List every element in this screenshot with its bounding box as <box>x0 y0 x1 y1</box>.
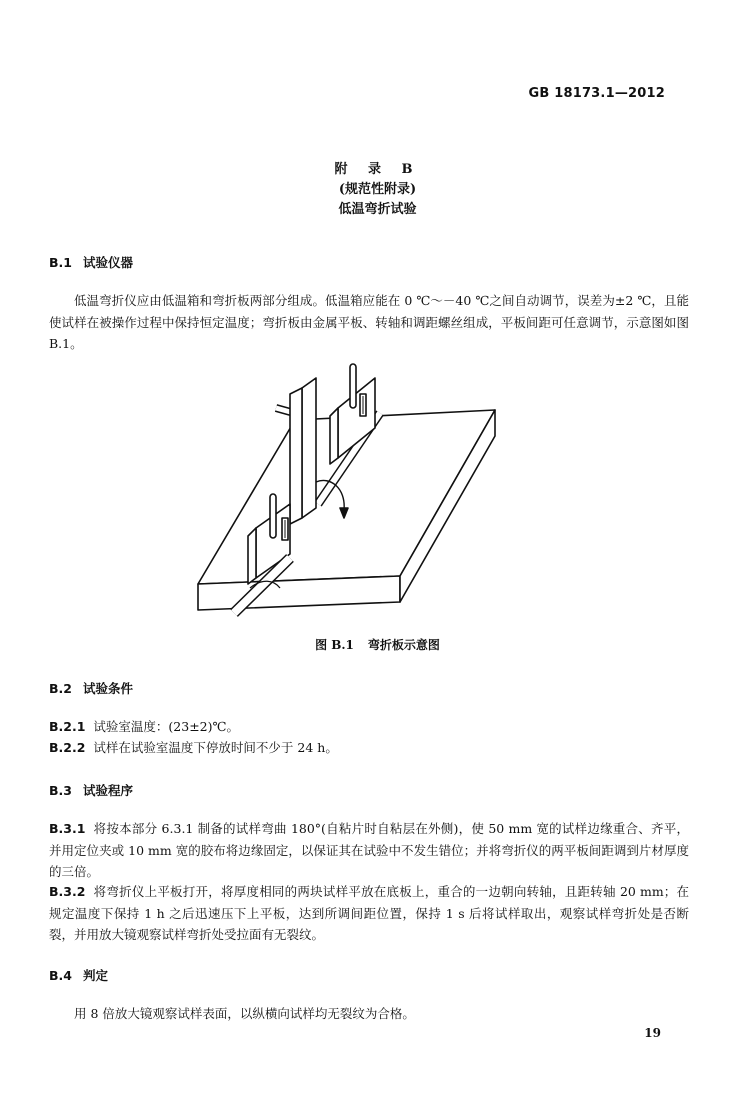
section-title: 判定 <box>83 968 109 983</box>
standard-code: GB 18173.1—2012 <box>528 86 665 101</box>
section-number: B.2 <box>49 681 72 696</box>
section-b1-paragraph: 低温弯折仪应由低温箱和弯折板两部分组成。低温箱应能在 0 ℃～－40 ℃之间自动调节，误差为±2 ℃，且能使试样在被操作过程中保持恒定温度；弯折板由金属平板、转轴和调距螺丝组成，平板间距可任意调节，示意图如图 B.1。 <box>49 293 689 351</box>
clause-b2-2 <box>49 737 689 759</box>
section-number: B.4 <box>49 968 72 983</box>
appendix-title: 附 录 B <box>334 162 421 177</box>
adjust-screw-front <box>270 494 276 538</box>
section-number: B.3 <box>49 783 72 798</box>
clause-text: 试样在试验室温度下停放时间不少于 24 h。 <box>93 740 338 755</box>
section-b4-paragraph: 用 8 倍放大镜观察试样表面，以纵横向试样均无裂纹为合格。 <box>74 1006 415 1021</box>
clause-b2-1 <box>49 716 689 738</box>
clause-text: 试验室温度：(23±2)℃。 <box>93 719 239 734</box>
clause-number: B.2.1 <box>49 719 86 734</box>
section-title: 试验仪器 <box>83 255 134 270</box>
section-title: 试验条件 <box>83 681 134 696</box>
clause-text: 将弯折仪上平板打开，将厚度相同的两块试样平放在底板上，重合的一边朝向转轴，且距转轴 20 mm；在规定温度下保持 1 h 之后迅速压下上平板，达到所调间距位置，保持 1 s 后将试样取出，观察试样弯折处是否断裂，并用放大镜观察试样弯折处受拉面有无裂纹。 <box>49 884 689 942</box>
section-title: 试验程序 <box>83 783 134 798</box>
upright-plate <box>302 378 316 518</box>
adjust-screw-rear <box>350 364 356 408</box>
figure-number: 图 B.1 <box>315 638 354 652</box>
clause-b3-2 <box>49 881 689 946</box>
section-heading-b2 <box>49 679 133 697</box>
clause-b3-1 <box>49 818 689 883</box>
appendix-type: (规范性附录) <box>338 182 417 197</box>
section-number: B.1 <box>49 255 72 270</box>
section-heading-b4 <box>49 966 108 984</box>
clause-text: 将按本部分 6.3.1 制备的试样弯曲 180°(自粘片时自粘层在外侧)，使 50 mm 宽的试样边缘重合、齐平，并用定位夹或 10 mm 宽的胶布将边缘固定，以保证其在试验中不发生错位；并将弯折仪的两平板间距调到片材厚度的三倍。 <box>49 821 689 879</box>
clause-number: B.3.2 <box>49 884 86 899</box>
figure-title: 弯折板示意图 <box>367 638 440 652</box>
page-number: 19 <box>644 1026 661 1040</box>
bending-plate-diagram <box>190 358 535 628</box>
appendix-name: 低温弯折试验 <box>338 202 417 217</box>
section-heading-b1 <box>49 253 133 271</box>
clause-number: B.3.1 <box>49 821 86 836</box>
section-heading-b3 <box>49 781 133 799</box>
clause-number: B.2.2 <box>49 740 86 755</box>
figure-caption <box>0 636 755 653</box>
